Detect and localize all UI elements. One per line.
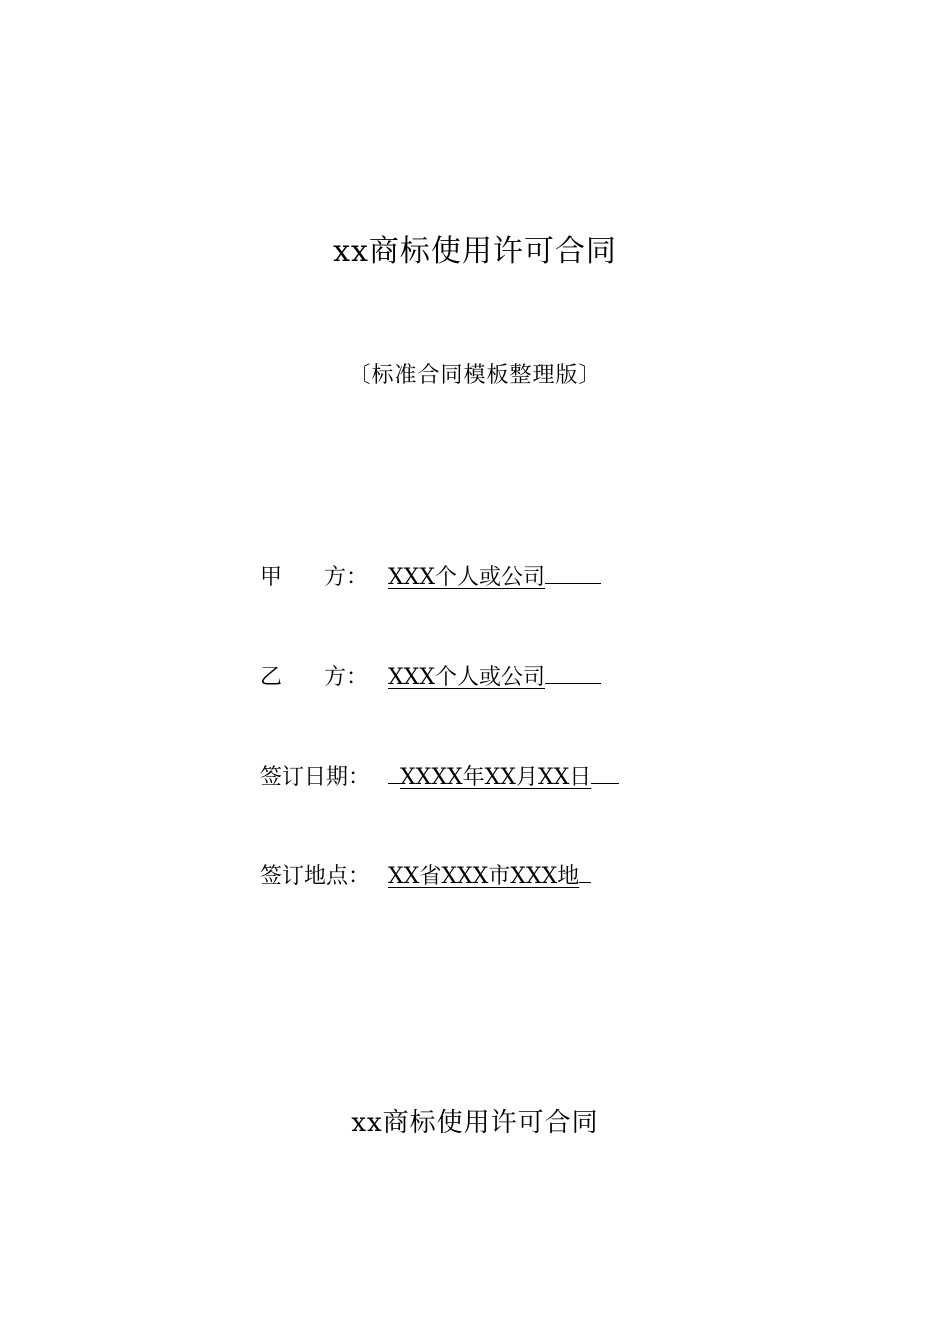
party-a-label [260, 561, 368, 595]
signing-date-field [260, 758, 619, 792]
party-b-label-last: 方： [323, 665, 368, 690]
signing-place-field [260, 857, 591, 891]
signing-date-blank-line [591, 758, 619, 784]
party-a-value: XXX个人或公司 [388, 565, 545, 590]
party-b-field [260, 658, 601, 692]
signing-date-value: XXXX年XX月XX日 [400, 765, 592, 790]
document-subtitle: 〔标准合同模板整理版〕 [348, 363, 602, 388]
party-a-blank-line [545, 558, 601, 584]
document-title: xx商标使用许可合同 [333, 234, 617, 269]
signing-place-label: 签订地点： [260, 864, 371, 889]
signing-place-value: XX省XXX市XXX地 [388, 864, 580, 889]
signing-date-lead-line [388, 758, 400, 784]
party-a-field [260, 558, 601, 592]
party-a-label-last: 方： [323, 565, 368, 590]
party-b-blank-line [545, 658, 601, 684]
contract-heading: xx商标使用许可合同 [351, 1108, 599, 1138]
party-b-label-first: 乙 [260, 665, 283, 690]
signing-place-blank-line [579, 857, 591, 883]
party-b-value: XXX个人或公司 [388, 665, 545, 690]
party-b-label [260, 661, 368, 695]
signing-date-label: 签订日期： [260, 765, 371, 790]
party-a-label-first: 甲 [260, 565, 283, 590]
